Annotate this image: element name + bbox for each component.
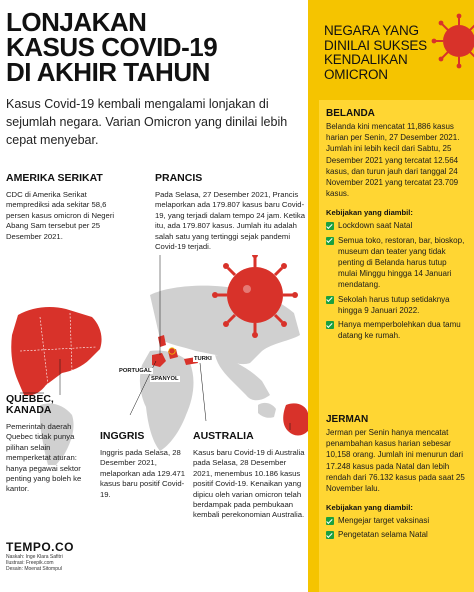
policy-item (326, 294, 466, 316)
country-label-usa: AMERIKA SERIKAT (6, 172, 103, 184)
country-block-quebec (6, 394, 92, 495)
policy-item (326, 515, 466, 526)
section-jerman (326, 414, 466, 544)
country-text-quebec: Pemerintah daerah Quebec tidak punya pilihan selain memperketat aturan: hanya pegawai sektor penting yang boleh ke kantor. (6, 422, 82, 494)
title-line-1: LONJAKAN (6, 7, 147, 37)
country-block-prancis (155, 172, 305, 252)
section-text-jerman: Jerman per Senin hanya mencatat penambahan kasus harian sebesar 10,158 orang. Jumlah ini menurun dari 17.248 kasus pada Natal dan lebih rendah dari 76.132 kasus pada saat 25 November lalu. (326, 428, 465, 494)
credit-desain: Desain: Moenat Sitompul (6, 566, 62, 572)
policy-item (326, 235, 466, 291)
title-line-2: KASUS COVID-19 (6, 32, 218, 62)
sidebar-body (316, 100, 474, 592)
country-block-australia (193, 430, 307, 521)
sidebar-header (308, 0, 474, 100)
country-label-australia: AUSTRALIA (193, 430, 254, 442)
sidebar-accent-bar (316, 100, 319, 592)
page-title (6, 7, 306, 87)
map-label-spanyol: SPANYOL (151, 376, 179, 382)
country-label-quebec (6, 394, 92, 416)
policy-text: Hanya memperbolehkan dua tamu datang ke rumah. (338, 320, 461, 341)
section-belanda (326, 108, 466, 344)
policy-text: Pengetatan selama Natal (338, 530, 428, 540)
policy-item (326, 319, 466, 341)
policy-text: Mengejar target vaksinasi (338, 516, 430, 526)
country-text-inggris: Inggris pada Selasa, 28 Desember 2021, melaporkan ada 129.471 kasus baru positif Covid-19. (100, 448, 186, 499)
credit-naskah: Naskah: Inge Klara Safitri (6, 554, 63, 560)
policy-text: Sekolah harus tutup setidaknya hingga 9 Januari 2022. (338, 294, 450, 315)
check-icon (326, 531, 334, 539)
country-label-quebec-line-1: QUEBEC, (6, 393, 54, 405)
country-label-inggris: INGGRIS (100, 430, 145, 442)
tempo-logo: TEMPO.CO (6, 540, 75, 554)
country-text-usa: CDC di Amerika Serikat memprediksi ada sekitar 58,6 persen kasus omicron di Negeri Abang Sam tersebut per 25 Desember 2021. (6, 190, 115, 241)
sidebar-title-line-4: OMICRON (324, 66, 388, 82)
section-text-belanda: Belanda kini mencatat 11,886 kasus harian per Senin, 27 Desember 2021. Jumlah ini lebih kecil dari Sabtu, 25 Desember 2021 yang tercatat 12.564 kasus, dan turun jauh dari tanggal 24 November 2021 yang tercatat 23.709 kasus. (326, 122, 460, 199)
policy-heading-jerman: Kebijakan yang diambil: (326, 503, 413, 513)
credits (6, 540, 126, 572)
sidebar-title (324, 24, 464, 82)
country-text-prancis: Pada Selasa, 27 Desember 2021, Prancis melaporkan ada 179.807 kasus baru Covid-19, yang terjadi dalam tempo 24 jam. Ketika itu, ada 179.807 kasus. Jumlah itu adalah salah satu yang tertinggi sejak pandemi Covid-19 terjadi. (155, 190, 305, 252)
section-title-belanda: BELANDA (326, 108, 375, 119)
section-title-jerman: JERMAN (326, 414, 369, 425)
policy-heading-belanda: Kebijakan yang diambil: (326, 208, 413, 218)
check-icon (326, 222, 334, 230)
credit-ilustrasi: Ilustrasi: Freepik.com (6, 560, 54, 566)
check-icon (326, 237, 334, 245)
title-line-3: DI AKHIR TAHUN (6, 57, 210, 87)
policy-text: Semua toko, restoran, bar, bioskop, museum dan teater yang tidak penting di Belanda harus tutup mulai Minggu hingga 14 Januari mendatang. (338, 235, 465, 290)
country-block-inggris (100, 430, 188, 500)
policy-text: Lockdown saat Natal (338, 221, 413, 231)
sidebar-title-line-2: DINILAI SUKSES (324, 37, 427, 53)
country-text-australia: Kasus baru Covid-19 di Australia pada Selasa, 28 Desember 2021, menembus 10.186 kasus positif Covid-19. Kenaikan yang dipicu oleh varian omicron telah berdampak pada pembukaan kembali perekonomian Australia. (193, 448, 305, 520)
policy-item (326, 220, 466, 231)
map-label-turki: TURKI (194, 356, 212, 362)
check-icon (326, 517, 334, 525)
map-label-portugal: PORTUGAL (119, 368, 152, 374)
country-label-quebec-line-2: KANADA (6, 404, 52, 416)
sidebar-title-line-3: KENDALIKAN (324, 52, 408, 67)
country-label-prancis: PRANCIS (155, 172, 203, 184)
check-icon (326, 321, 334, 329)
country-block-usa (6, 172, 116, 242)
policy-item (326, 529, 466, 540)
sidebar-panel (308, 0, 474, 592)
check-icon (326, 296, 334, 304)
sidebar-title-line-1: NEGARA YANG (324, 23, 419, 38)
intro-paragraph: Kasus Covid-19 kembali mengalami lonjakan di sejumlah negara. Varian Omicron yang dinilai lebih cepat menyebar. (6, 97, 288, 147)
